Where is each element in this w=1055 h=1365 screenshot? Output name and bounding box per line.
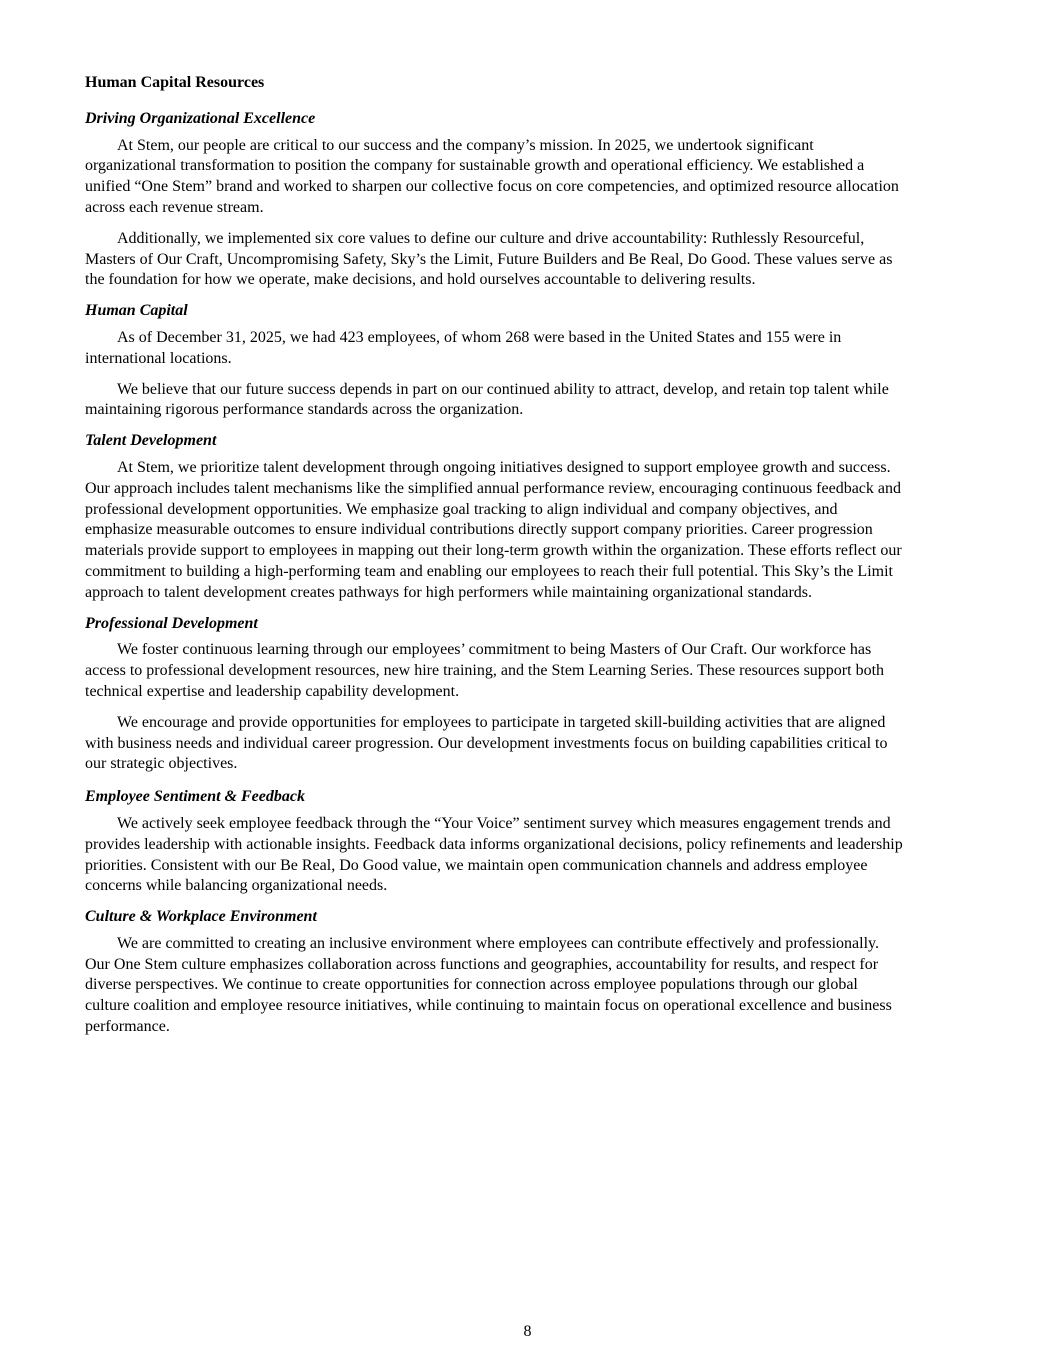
paragraph-line: technical expertise and leadership capability development.: [85, 682, 460, 700]
paragraph-line: At Stem, our people are critical to our success and the company’s mission. In 2025, we undertook significant: [117, 136, 814, 154]
paragraph: [85, 640, 969, 702]
paragraph: [85, 380, 969, 422]
paragraph-line: Masters of Our Craft, Uncompromising Safety, Sky’s the Limit, Future Builders and Be Real, Do Good. These values serve as: [85, 250, 893, 268]
paragraph-line: the foundation for how we operate, make decisions, and hold ourselves accountable to delivering results.: [85, 271, 756, 289]
paragraph: [85, 328, 969, 370]
paragraph-line: We are committed to creating an inclusive environment where employees can contribute effectively and professionally.: [117, 934, 879, 952]
paragraph-line: emphasize measurable outcomes to ensure individual contributions directly support company priorities. Career progression: [85, 521, 873, 539]
subsection-heading: Human Capital: [85, 302, 188, 320]
paragraph-line: At Stem, we prioritize talent development through ongoing initiatives designed to support employee growth and success.: [117, 458, 891, 476]
section-driving-organizational-excellence: [85, 109, 969, 291]
paragraph-line: Our approach includes talent mechanisms like the simplified annual performance review, encouraging continuous feedback and: [85, 479, 901, 497]
paragraph-line: We encourage and provide opportunities for employees to participate in targeted skill-building activities that are aligned: [117, 713, 886, 731]
paragraph-line: culture coalition and employee resource initiatives, while continuing to maintain focus on operational excellence and business: [85, 997, 892, 1015]
page-number: 8: [523, 1323, 532, 1340]
section-professional-development: [85, 614, 969, 776]
paragraph-line: performance.: [85, 1018, 170, 1036]
paragraph-line: across each revenue stream.: [85, 198, 264, 216]
subsection-heading: Professional Development: [85, 614, 258, 632]
paragraph: [85, 458, 969, 604]
paragraph-line: Our One Stem culture emphasizes collaboration across functions and geographies, accountability for results, and respect for: [85, 955, 879, 973]
subsection-heading: Talent Development: [85, 432, 217, 450]
paragraph-line: professional development opportunities. We emphasize goal tracking to align individual and company objectives, and: [85, 500, 838, 518]
paragraph-line: We actively seek employee feedback through the “Your Voice” sentiment survey which measures engagement trends and: [117, 814, 891, 832]
paragraph-line: commitment to building a high-performing team and enabling our employees to reach their full potential. This Sky’s the Limit: [85, 562, 893, 580]
subsection-heading: Culture & Workplace Environment: [85, 908, 317, 926]
paragraph-line: unified “One Stem” brand and worked to sharpen our collective focus on core competencies, and optimized resource allocation: [85, 178, 899, 196]
section-employee-sentiment-and-feedback: [85, 787, 969, 897]
paragraph-line: Additionally, we implemented six core values to define our culture and drive accountability: Ruthlessly Resourceful,: [117, 229, 865, 247]
paragraph: [85, 814, 969, 897]
paragraph-line: provides leadership with actionable insights. Feedback data informs organizational decisions, policy refinements and leadership: [85, 835, 903, 853]
section-talent-development: [85, 431, 969, 603]
subsection-heading: Driving Organizational Excellence: [85, 109, 316, 127]
paragraph-line: international locations.: [85, 349, 232, 367]
paragraph-line: priorities. Consistent with our Be Real, Do Good value, we maintain open communication channels and address employee: [85, 856, 868, 874]
paragraph-line: concerns while balancing organizational needs.: [85, 877, 388, 895]
paragraph-line: diverse perspectives. We continue to create opportunities for connection across employee populations through our global: [85, 976, 858, 994]
paragraph-line: We believe that our future success depends in part on our continued ability to attract, develop, and retain top talent while: [117, 380, 889, 398]
paragraph-line: materials provide support to employees in mapping out their long-term growth within the organization. These efforts reflect our: [85, 542, 902, 560]
paragraph-line: our strategic objectives.: [85, 755, 238, 773]
paragraph-line: approach to talent development creates pathways for high performers while maintaining organizational standards.: [85, 583, 813, 601]
sections-container: [85, 109, 969, 1038]
section-human-capital: [85, 301, 969, 421]
paragraph-line: with business needs and individual career progression. Our development investments focus on building capabilities critical to: [85, 734, 888, 752]
section-title: Human Capital Resources: [85, 74, 265, 91]
paragraph: [85, 713, 969, 775]
section-culture-and-workplace-environment: [85, 907, 969, 1038]
paragraph-line: maintaining rigorous performance standards across the organization.: [85, 401, 524, 419]
paragraph: [85, 136, 969, 219]
paragraph-line: organizational transformation to position the company for sustainable growth and operational efficiency. We established a: [85, 157, 865, 175]
paragraph-line: access to professional development resources, new hire training, and the Stem Learning Series. These resources support both: [85, 662, 885, 680]
paragraph: [85, 934, 969, 1038]
paragraph-line: As of December 31, 2025, we had 423 employees, of whom 268 were based in the United States and 155 were in: [117, 328, 842, 346]
paragraph: [85, 229, 969, 291]
subsection-heading: Employee Sentiment & Feedback: [85, 788, 305, 806]
document-page: [85, 73, 969, 1048]
paragraph-line: We foster continuous learning through our employees’ commitment to being Masters of Our Craft. Our workforce has: [117, 641, 872, 659]
